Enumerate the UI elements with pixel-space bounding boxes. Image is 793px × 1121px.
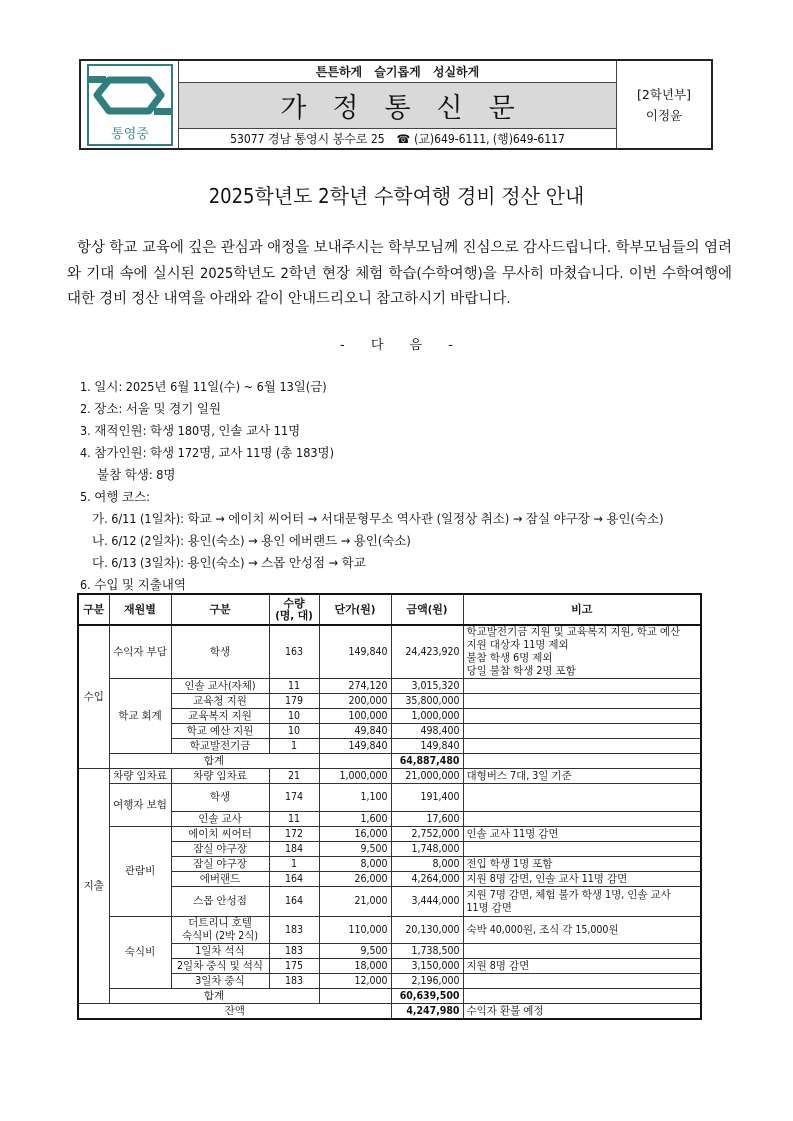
qty-cell: 179: [269, 694, 319, 709]
expense-total-row: [78, 989, 701, 1004]
source-label: 숙식비: [109, 917, 171, 989]
amount-cell: 4,264,000: [391, 872, 463, 887]
table-row: [78, 625, 701, 679]
unit-price-cell: 21,000: [319, 887, 391, 917]
amount-cell: 21,000,000: [391, 769, 463, 784]
income-category-label: 수입: [78, 625, 109, 769]
note-cell: [463, 769, 701, 784]
table-body: [78, 625, 701, 1019]
course-day2: 나. 6/12 (2일차): 용인(숙소) → 용인 에버랜드 → 용인(숙소): [92, 533, 411, 548]
note-line: 전입 학생 1명 포함: [466, 857, 553, 870]
document-title: 2025학년도 2학년 수학여행 경비 정산 안내: [208, 184, 585, 208]
qty-cell: 172: [269, 827, 319, 842]
note-cell: [463, 944, 701, 959]
unit-price-cell: 1,100: [319, 784, 391, 812]
balance-label: 잔액: [78, 1004, 391, 1020]
unit-price-cell: 18,000: [319, 959, 391, 974]
note-line: 지원 8명 감면: [466, 959, 530, 972]
income-total-label: 합계: [109, 754, 319, 769]
qty-cell: 1: [269, 739, 319, 754]
amount-cell: 2,196,000: [391, 974, 463, 989]
header-note: 비고: [463, 594, 701, 625]
item-cell: 3일차 중식: [171, 974, 269, 989]
balance-note: 수익자 환불 예정: [463, 1004, 701, 1020]
item-cell: 인솔 교사: [171, 812, 269, 827]
table-row: [78, 887, 701, 917]
qty-cell: 10: [269, 724, 319, 739]
note-cell: [463, 857, 701, 872]
unit-price-cell: 26,000: [319, 872, 391, 887]
item-cell: 2일차 중식 및 석식: [171, 959, 269, 974]
amount-cell: 3,444,000: [391, 887, 463, 917]
qty-cell: 164: [269, 887, 319, 917]
source-label: 차량 임차료: [109, 769, 171, 784]
unit-price-cell: 16,000: [319, 827, 391, 842]
item-cell: 차량 임차료: [171, 769, 269, 784]
unit-price-cell: 49,840: [319, 724, 391, 739]
amount-cell: 8,000: [391, 857, 463, 872]
unit-price-cell: 9,500: [319, 944, 391, 959]
table-row: [78, 827, 701, 842]
table-row: [78, 739, 701, 754]
income-total-row: [78, 754, 701, 769]
table-header-row: [78, 594, 701, 625]
note-cell: [463, 842, 701, 857]
qty-cell: 10: [269, 709, 319, 724]
table-row: [78, 944, 701, 959]
note-cell: [463, 959, 701, 974]
expense-total-label: 합계: [109, 989, 319, 1004]
amount-cell: 24,423,920: [391, 625, 463, 679]
note-cell: [463, 872, 701, 887]
table-row: [78, 709, 701, 724]
amount-cell: 191,400: [391, 784, 463, 812]
balance-row: [78, 1004, 701, 1020]
header-unit-price: 단가(원): [319, 594, 391, 625]
qty-cell: 183: [269, 944, 319, 959]
qty-cell: 174: [269, 784, 319, 812]
note-cell: [463, 625, 701, 679]
amount-cell: 17,600: [391, 812, 463, 827]
qty-cell: 183: [269, 917, 319, 944]
qty-cell: 175: [269, 959, 319, 974]
note-line: 당일 불참 학생 2명 포함: [466, 665, 576, 677]
amount-cell: 3,150,000: [391, 959, 463, 974]
table-row: [78, 842, 701, 857]
table-row: [78, 857, 701, 872]
source-label: 수익자 부담: [109, 625, 171, 679]
amount-cell: 2,752,000: [391, 827, 463, 842]
item-cell: 교육복지 지원: [171, 709, 269, 724]
newsletter-title: 가정통신문: [179, 83, 616, 129]
course-day1: 가. 6/11 (1일차): 학교 → 에이치 씨어터 → 서대문형무소 역사관 (일정상 취소) → 잠실 야구장 → 용인(숙소): [92, 511, 664, 526]
qty-cell: 164: [269, 872, 319, 887]
table-row: [78, 974, 701, 989]
note-line: 숙박 40,000원, 조식 각 15,000원: [466, 923, 619, 936]
item-cell: 1일차 석식: [171, 944, 269, 959]
item-cell: 잠실 야구장: [171, 857, 269, 872]
note-cell: [463, 739, 701, 754]
unit-price-cell: 8,000: [319, 857, 391, 872]
note-line: 인솔 교사 11명 감면: [466, 827, 559, 840]
item-cell: 학생: [171, 784, 269, 812]
qty-cell: 11: [269, 812, 319, 827]
note-cell: [463, 974, 701, 989]
amount-cell: 1,000,000: [391, 709, 463, 724]
department-label: [2학년부]: [637, 86, 691, 102]
amount-cell: 149,840: [391, 739, 463, 754]
table-row: [78, 694, 701, 709]
qty-cell: 21: [269, 769, 319, 784]
table-row: [78, 959, 701, 974]
unit-price-cell: 1,000,000: [319, 769, 391, 784]
source-label: 관람비: [109, 827, 171, 917]
amount-cell: 35,800,000: [391, 694, 463, 709]
amount-cell: 498,400: [391, 724, 463, 739]
note-line: 학교발전기금 지원 및 교육복지 지원, 학교 예산: [466, 626, 681, 638]
unit-price-cell: 9,500: [319, 842, 391, 857]
author-name: 이정윤: [645, 107, 683, 123]
income-total-amount: 64,887,480: [391, 754, 463, 769]
note-cell: [463, 679, 701, 694]
header-category: 구분: [78, 594, 109, 625]
phone-icon: ☎: [396, 131, 411, 146]
item-date: 1. 일시: 2025년 6월 11일(수) ~ 6월 13일(금): [80, 379, 327, 394]
qty-cell: 184: [269, 842, 319, 857]
note-cell: [463, 887, 701, 917]
source-label: 학교 회계: [109, 679, 171, 754]
school-address: [179, 129, 616, 148]
qty-cell: 1: [269, 857, 319, 872]
amount-cell: 1,748,000: [391, 842, 463, 857]
unit-price-cell: 149,840: [319, 625, 391, 679]
table-row: [78, 872, 701, 887]
note-cell: [463, 724, 701, 739]
letterhead: [79, 59, 713, 150]
note-cell: [463, 694, 701, 709]
header-amount: 금액(원): [391, 594, 463, 625]
da-eum-divider: - 다 음 -: [340, 338, 453, 353]
unit-price-cell: 100,000: [319, 709, 391, 724]
unit-price-cell: 149,840: [319, 739, 391, 754]
item-cell: 학생: [171, 625, 269, 679]
unit-price-cell: 1,600: [319, 812, 391, 827]
svg-text:통영중: 통영중: [110, 126, 149, 142]
item-cell: 교육청 지원: [171, 694, 269, 709]
amount-cell: 3,015,320: [391, 679, 463, 694]
note-line: 지원 대상자 11명 제외: [466, 639, 569, 651]
intro-paragraph: [67, 236, 732, 313]
item-participants: 4. 참가인원: 학생 172명, 교사 11명 (총 183명): [80, 445, 334, 460]
unit-price-cell: 110,000: [319, 917, 391, 944]
balance-amount: 4,247,980: [391, 1004, 463, 1020]
item-enrolled: 3. 재적인원: 학생 180명, 인솔 교사 11명: [80, 423, 301, 438]
note-line: 지원 7명 감면, 체험 불가 학생 1명, 인솔 교사: [466, 888, 671, 901]
header-source: 재원별: [109, 594, 171, 625]
unit-price-cell: 12,000: [319, 974, 391, 989]
unit-price-cell: 200,000: [319, 694, 391, 709]
intro-text: 항상 학교 교육에 깊은 관심과 애정을 보내주시는 학부모님께 진심으로 감사드립니다. 학부모님들의 염려와 기대 속에 실시된 2025학년도 2학년 현장 체험 학습(수학여행)을 무사히 마쳤습니다. 이번 수학여행에 대한 경비 정산 내역을 아래와 같이 안내드리오니 참고하시기 바랍니다.: [67, 240, 732, 307]
finance-table: [77, 593, 702, 1020]
note-line: 지원 8명 감면, 인솔 교사 11명 감면: [466, 872, 628, 885]
item-cell: 에버랜드: [171, 872, 269, 887]
address-text: 53077 경남 통영시 봉수로 25: [230, 132, 385, 146]
item-cell: 인솔 교사(자체): [171, 679, 269, 694]
item-cell: 스몹 안성점: [171, 887, 269, 917]
item-finance: 6. 수입 및 지출내역: [80, 577, 186, 592]
item-cell: 잠실 야구장: [171, 842, 269, 857]
phone-numbers: (교)649-6111, (행)649-6117: [414, 132, 565, 146]
table-row: [78, 769, 701, 784]
note-line: 11명 감면: [466, 901, 512, 914]
school-motto: 튼튼하게 슬기롭게 성실하게: [179, 61, 616, 83]
note-line: 대형버스 7대, 3일 기준: [466, 769, 572, 782]
note-cell: [463, 784, 701, 812]
qty-cell: 183: [269, 974, 319, 989]
header-item: 구분: [171, 594, 269, 625]
table-row: [78, 679, 701, 694]
expense-category-label: 지출: [78, 769, 109, 1004]
item-cell: 학교 예산 지원: [171, 724, 269, 739]
amount-cell: 1,738,500: [391, 944, 463, 959]
table-row: [78, 784, 701, 812]
note-cell: [463, 709, 701, 724]
note-line: 불참 학생 6명 제외: [466, 652, 553, 664]
author-box: [617, 61, 711, 148]
school-logo: [81, 61, 179, 148]
table-row: [78, 917, 701, 944]
item-absent: 불참 학생: 8명: [97, 467, 176, 482]
item-cell: 학교발전기금: [171, 739, 269, 754]
table-row: [78, 812, 701, 827]
note-cell: [463, 827, 701, 842]
table-row: [78, 724, 701, 739]
header-qty: 수량 (명, 대): [269, 594, 319, 625]
qty-cell: 163: [269, 625, 319, 679]
note-cell: [463, 812, 701, 827]
course-day3: 다. 6/13 (3일차): 용인(숙소) → 스몹 안성점 → 학교: [92, 555, 366, 570]
details-list: [80, 376, 663, 596]
letterhead-center: [179, 61, 617, 148]
school-logo-icon: [87, 64, 173, 146]
note-cell: [463, 917, 701, 944]
source-label: 여행자 보험: [109, 784, 171, 827]
item-cell: 에이치 씨어터: [171, 827, 269, 842]
qty-cell: 11: [269, 679, 319, 694]
item-cell: 더트리니 호텔 숙식비 (2박 2식): [171, 917, 269, 944]
expense-total-amount: 60,639,500: [391, 989, 463, 1004]
unit-price-cell: 274,120: [319, 679, 391, 694]
amount-cell: 20,130,000: [391, 917, 463, 944]
item-course: 5. 여행 코스:: [80, 489, 150, 504]
item-place: 2. 장소: 서울 및 경기 일원: [80, 401, 222, 416]
